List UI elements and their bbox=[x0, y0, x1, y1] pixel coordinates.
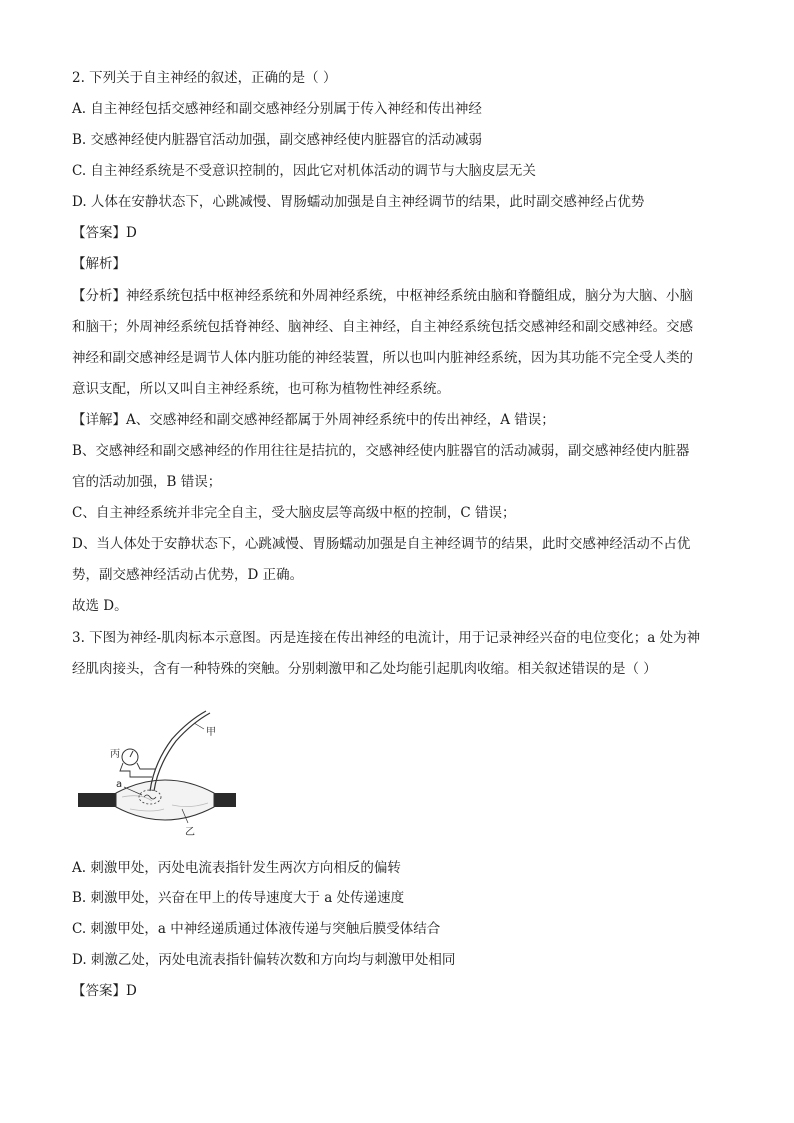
q2-answer: 【答案】D bbox=[72, 225, 137, 241]
q3-option-c: C. 刺激甲处，a 中神经递质通过体液传递与突触后膜受体结合 bbox=[72, 921, 441, 937]
q2-option-c: C. 自主神经系统是不受意识控制的，因此它对机体活动的调节与大脑皮层无关 bbox=[72, 163, 536, 179]
q2-analysis-line: 意识支配，所以又叫自主神经系统，也可称为植物性神经系统。 bbox=[72, 381, 450, 397]
q2-stem: 2. 下列关于自主神经的叙述，正确的是（ ） bbox=[72, 70, 337, 86]
q2-analysis-line: 【分析】神经系统包括中枢神经系统和外周神经系统，中枢神经系统由脑和脊髓组成，脑分为大脑、小脑 bbox=[72, 288, 693, 304]
q2-option-b: B. 交感神经使内脏器官活动加强，副交感神经使内脏器官的活动减弱 bbox=[72, 132, 483, 148]
q2-option-a: A. 自主神经包括交感神经和副交感神经分别属于传入神经和传出神经 bbox=[72, 101, 482, 117]
nerve-jia bbox=[150, 711, 206, 791]
galvanometer-wire-left bbox=[120, 763, 152, 777]
q2-detail-line: 势，副交感神经活动占优势，D 正确。 bbox=[72, 567, 304, 583]
q2-detail-line: B、交感神经和副交感神经的作用往往是拮抗的，交感神经使内脏器官的活动减弱，副交感神经使内脏器 bbox=[72, 443, 690, 459]
q3-option-a: A. 刺激甲处，丙处电流表指针发生两次方向相反的偏转 bbox=[72, 860, 401, 876]
jia-leader-line bbox=[194, 723, 204, 729]
nerve-jia-edge bbox=[154, 713, 210, 791]
q2-detail-line: C、自主神经系统并非完全自主，受大脑皮层等高级中枢的控制，C 错误； bbox=[72, 505, 516, 521]
q3-stem-line: 经肌肉接头，含有一种特殊的突触。分别刺激甲和乙处均能引起肌肉收缩。相关叙述错误的是（ ） bbox=[72, 661, 657, 677]
q2-analysis-title: 【解析】 bbox=[72, 256, 126, 272]
label-yi: 乙 bbox=[185, 827, 195, 838]
q2-option-d: D. 人体在安静状态下，心跳减慢、胃肠蠕动加强是自主神经调节的结果，此时副交感神经占优势 bbox=[72, 194, 645, 210]
q2-detail-line: D、当人体处于安静状态下，心跳减慢、胃肠蠕动加强是自主神经调节的结果，此时交感神经活动不占优 bbox=[72, 536, 691, 552]
q2-detail-line: 故选 D。 bbox=[72, 598, 128, 614]
q2-detail-line: 【详解】A、交感神经和副交感神经都属于外周神经系统中的传出神经，A 错误； bbox=[72, 412, 555, 428]
q3-stem-line: 3. 下图为神经-肌肉标本示意图。丙是连接在传出神经的电流计，用于记录神经兴奋的电位变化；a 处为神 bbox=[72, 630, 701, 646]
q2-detail-line: 官的活动加强，B 错误； bbox=[72, 474, 222, 490]
nerve-muscle-diagram bbox=[72, 705, 242, 845]
q3-answer: 【答案】D bbox=[72, 983, 137, 999]
label-a: a bbox=[116, 779, 123, 790]
q3-option-b: B. 刺激甲处，兴奋在甲上的传导速度大于 a 处传递速度 bbox=[72, 890, 405, 906]
left-tendon bbox=[78, 793, 116, 807]
muscle-belly bbox=[116, 780, 214, 820]
right-tendon bbox=[214, 793, 236, 807]
q2-analysis-line: 神经和副交感神经是调节人体内脏功能的神经装置，所以也叫内脏神经系统，因为其功能不完全受人类的 bbox=[72, 350, 693, 366]
q3-option-d: D. 刺激乙处，丙处电流表指针偏转次数和方向均与刺激甲处相同 bbox=[72, 952, 456, 968]
galvanometer-wire-right bbox=[137, 763, 156, 769]
label-bing: 丙 bbox=[110, 749, 120, 760]
q2-analysis-line: 和脑干；外周神经系统包括脊神经、脑神经、自主神经，自主神经系统包括交感神经和副交感神经。交感 bbox=[72, 319, 693, 335]
label-jia: 甲 bbox=[206, 727, 216, 738]
